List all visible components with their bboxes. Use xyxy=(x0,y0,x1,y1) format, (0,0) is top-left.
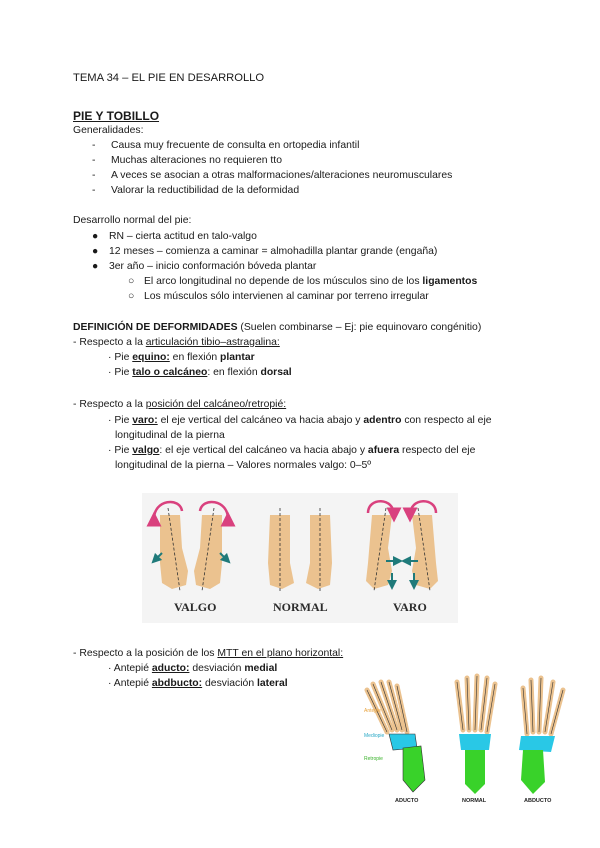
desarrollo-subitem: ○ Los músculos sólo intervienen al caminar por terreno irregular xyxy=(128,291,429,302)
desarrollo-label: Desarrollo normal del pie: xyxy=(73,215,192,226)
label-aducto: ADUCTO xyxy=(395,798,419,804)
desarrollo-item: ● 3er año – inicio conformación bóveda plantar xyxy=(92,261,317,272)
mtt-heading: - Respecto a la posición de los MTT en el plano horizontal: xyxy=(73,648,344,659)
label-valgo: VALGO xyxy=(174,600,217,614)
deformidades-heading: DEFINICIÓN DE DEFORMIDADES (Suelen combinarse – Ej: pie equinovaro congénitio) xyxy=(73,322,482,333)
varo-item-line2: longitudinal de la pierna xyxy=(115,430,225,441)
abducto-foot xyxy=(519,678,563,794)
label-normal-skeleton: NORMAL xyxy=(462,798,487,804)
tibio-heading: - Respecto a la articulación tibio–astragalina: xyxy=(73,337,280,348)
legend-antepie: Antepie xyxy=(364,708,381,714)
legend-mediopie: Mediopie xyxy=(364,733,385,739)
talo-item: · Pie talo o calcáneo: en flexión dorsal xyxy=(108,367,292,378)
valgo-item-line2: longitudinal de la pierna – Valores normales valgo: 0–5º xyxy=(115,460,372,471)
general-item: - Muchas alteraciones no requieren tto xyxy=(92,155,282,166)
forefoot-skeleton-figure xyxy=(359,652,583,807)
abducto-item: · Antepié abdbucto: desviación lateral xyxy=(108,678,288,689)
label-abducto: ABDUCTO xyxy=(524,798,552,804)
label-normal: NORMAL xyxy=(273,600,328,614)
generalidades-label: Generalidades: xyxy=(73,125,144,136)
general-item: - A veces se asocian a otras malformaciones/alteraciones neuromusculares xyxy=(92,170,453,181)
desarrollo-subitem: ○ El arco longitudinal no depende de los músculos sino de los ligamentos xyxy=(128,276,478,287)
normal-foot xyxy=(457,676,495,794)
equino-item: · Pie equino: en flexión plantar xyxy=(108,352,255,363)
valgo-item: · Pie valgo: el eje vertical del calcáneo va hacia abajo y afuera respecto del eje xyxy=(108,445,476,456)
desarrollo-item: ● 12 meses – comienza a caminar = almohadilla plantar grande (engaña) xyxy=(92,246,438,257)
general-item: - Causa muy frecuente de consulta en ortopedia infantil xyxy=(92,140,360,151)
desarrollo-item: ● RN – cierta actitud en talo-valgo xyxy=(92,231,257,242)
legend-retropie: Retropie xyxy=(364,756,383,762)
valgo-normal-varo-figure xyxy=(142,493,458,623)
page-title: TEMA 34 – EL PIE EN DESARROLLO xyxy=(73,72,265,84)
aducto-item: · Antepié aducto: desviación medial xyxy=(108,663,278,674)
label-varo: VARO xyxy=(393,600,427,614)
forefoot-skeleton-illustration xyxy=(359,652,583,807)
section-heading-pie-tobillo: PIE Y TOBILLO xyxy=(73,109,160,123)
calcaneo-heading: - Respecto a la posición del calcáneo/retropié: xyxy=(73,399,287,410)
varo-item: · Pie varo: el eje vertical del calcáneo va hacia abajo y adentro con respecto al eje xyxy=(108,415,492,426)
general-item: - Valorar la reductibilidad de la deformidad xyxy=(92,185,300,196)
